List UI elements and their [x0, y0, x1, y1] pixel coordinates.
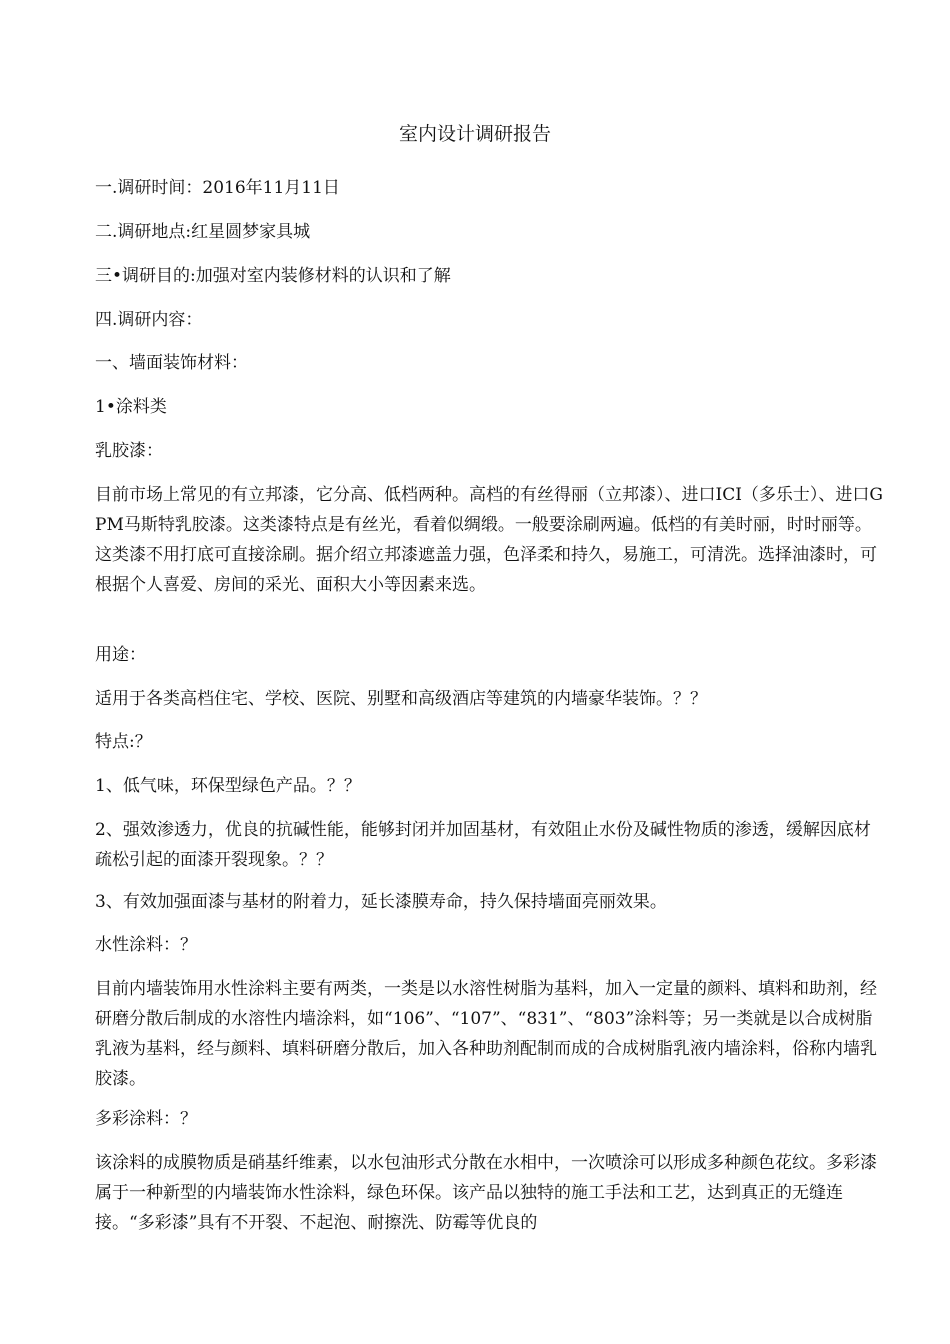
- features-heading: 特点:？: [95, 732, 152, 752]
- multicolor-coating-heading: 多彩涂料：？: [95, 1109, 197, 1129]
- latex-paint-heading: 乳胶漆：: [95, 441, 163, 461]
- survey-purpose-line: 三•调研目的:加强对室内装修材料的认识和了解: [95, 266, 451, 286]
- survey-time-line: 一.调研时间：2016年11月11日: [95, 178, 340, 198]
- section-heading-wall-materials: 一、墙面装饰材料：: [95, 353, 248, 373]
- subsection-heading-coatings: 1•涂料类: [95, 397, 167, 417]
- multicolor-coating-paragraph: 该涂料的成膜物质是硝基纤维素，以水包油形式分散在水相中，一次喷涂可以形成多种颜色花纹。多彩漆属于一种新型的内墙装饰水性涂料，绿色环保。该产品以独特的施工手法和工艺，达到真正的无缝连接。“多彩漆”具有不开裂、不起泡、耐擦洗、防霉等优良的: [95, 1153, 877, 1233]
- survey-content-line: 四.调研内容：: [95, 310, 203, 330]
- use-heading: 用途：: [95, 645, 146, 665]
- report-title: 室内设计调研报告: [398, 123, 551, 145]
- survey-place-line: 二.调研地点:红星圆梦家具城: [95, 222, 311, 242]
- water-coating-heading: 水性涂料：？: [95, 935, 197, 955]
- latex-paint-paragraph: 目前市场上常见的有立邦漆，它分高、低档两种。高档的有丝得丽（立邦漆）、进口ICI（多乐士）、进口GPM马斯特乳胶漆。这类漆特点是有丝光，看着似绸缎。一般要涂刷两遍。低档的有美时丽，时时丽等。这类漆不用打底可直接涂刷。据介绍立邦漆遮盖力强，色泽柔和持久，易施工，可清洗。选择油漆时，可根据个人喜爱、房间的采光、面积大小等因素来选。: [95, 485, 884, 595]
- use-paragraph: 适用于各类高档住宅、学校、医院、别墅和高级酒店等建筑的内墙豪华装饰。？？: [95, 689, 707, 709]
- feature-item-3: 3、有效加强面漆与基材的附着力，延长漆膜寿命，持久保持墙面亮丽效果。: [95, 892, 667, 912]
- water-coating-paragraph: 目前内墙装饰用水性涂料主要有两类，一类是以水溶性树脂为基料，加入一定量的颜料、填料和助剂，经研磨分散后制成的水溶性内墙涂料，如“106”、“107”、“831”、“803”涂料等；另一类就是以合成树脂乳液为基料，经与颜料、填料研磨分散后，加入各种助剂配制而成的合成树脂乳液内墙涂料，俗称内墙乳胶漆。: [95, 979, 877, 1089]
- feature-item-2: 2、强效渗透力，优良的抗碱性能，能够封闭并加固基材，有效阻止水份及碱性物质的渗透，缓解因底材疏松引起的面漆开裂现象。？？: [95, 820, 871, 870]
- feature-item-1: 1、低气味，环保型绿色产品。？？: [95, 776, 361, 796]
